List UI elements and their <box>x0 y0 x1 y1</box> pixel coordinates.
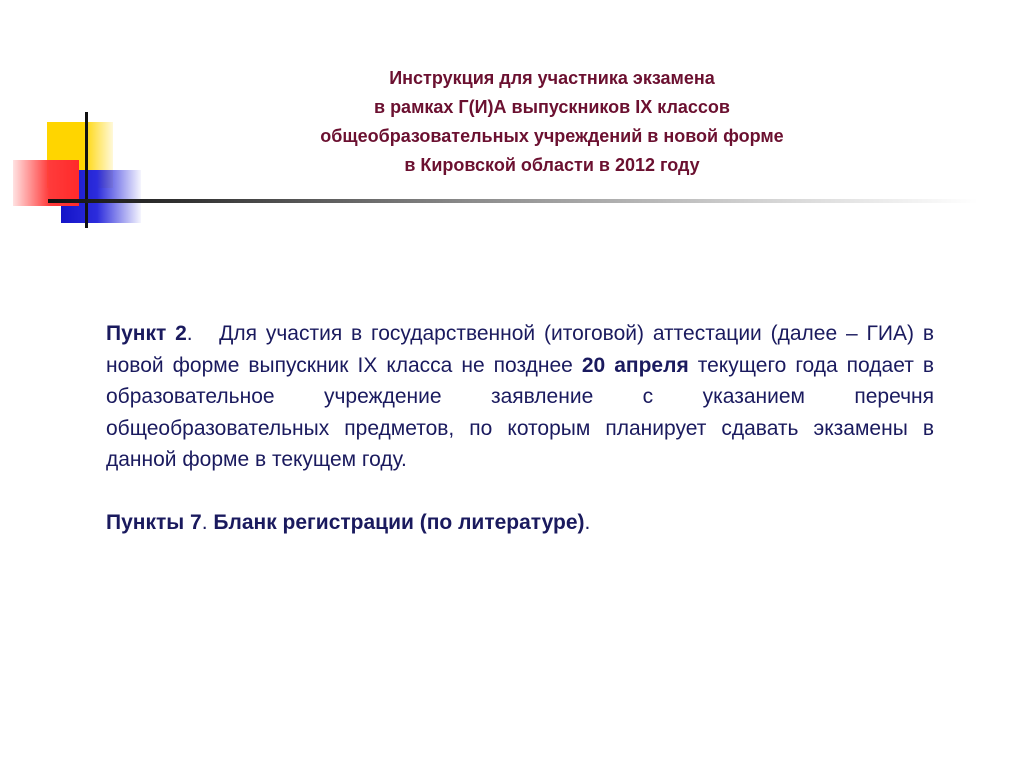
paragraph-point-7 <box>106 507 934 539</box>
title-line-3: общеобразовательных учреждений в новой форме <box>320 126 784 146</box>
point-2-text-2: текущего года подает в образовательное учреждение заявление с указанием перечня общеобразовательных предметов, по которым планирует сдавать экзамены в данной форме в текущем году. <box>106 353 934 471</box>
point-7-text: Бланк регистрации (по литературе) <box>213 511 585 534</box>
vertical-line-decoration <box>85 112 88 228</box>
title-line-4: в Кировской области в 2012 году <box>404 155 700 175</box>
title-line-1: Инструкция для участника экзамена <box>389 68 715 88</box>
slide-title <box>200 64 904 180</box>
paragraph-point-2 <box>106 318 934 476</box>
paragraph-gap <box>106 476 934 508</box>
point-7-punct: . <box>201 511 208 534</box>
point-7-end: . <box>584 511 591 534</box>
point-2-punct: . <box>186 322 193 345</box>
title-line-2: в рамках Г(И)А выпускников IX классов <box>374 97 730 117</box>
corner-decoration <box>0 0 160 240</box>
title-underline <box>48 199 978 203</box>
slide-body <box>106 318 934 539</box>
point-7-label: Пункты 7 <box>106 511 202 534</box>
point-2-text-1: Для участия в государственной (итоговой) аттестации (далее – ГИА) в новой форме выпускник IX класса не позднее <box>106 322 934 377</box>
point-2-date: 20 апреля <box>581 353 689 377</box>
point-2-label: Пункт 2 <box>106 322 187 345</box>
